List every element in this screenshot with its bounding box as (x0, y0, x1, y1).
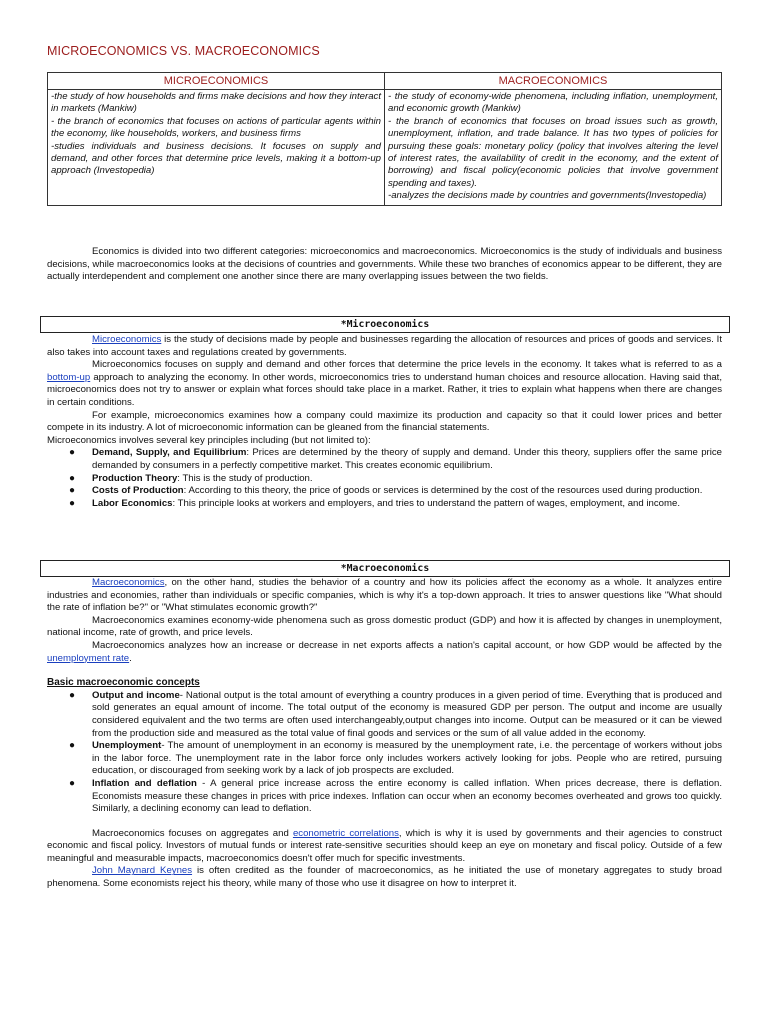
principle-text: : This is the study of production. (177, 472, 313, 484)
list-item (47, 690, 722, 740)
concepts-heading: Basic macroeconomic concepts (47, 677, 200, 689)
list-item (47, 473, 722, 486)
comparison-table (47, 72, 722, 206)
macro-definition: - the branch of economics that focuses on broad issues such as growth, unemployment, inflation, and trade balance. It has two types of policies for pursuing these goals: monetary policy (policy that involves altering the level of interest rates, the availability of credit in the economy, and the extent of borrowing) and fiscal policy(economic policies that involve government spending and taxes). (388, 115, 718, 189)
principle-term: Production Theory (92, 472, 178, 484)
concept-text: - The amount of unemployment in an economy is measured by the unemployment rate, i.e. the percentage of workers without jobs in the labor force. The unemployment rate in the labor force only includes workers actively looking for jobs. People who are retired, pursuing education, or discouraged from seeking work by a lack of job prospects are excluded. (92, 740, 722, 777)
micro-paragraph-4: Microeconomics involves several key principles including (but not limited to): (47, 434, 371, 446)
principle-term: Labor Economics (92, 497, 173, 509)
principle-text: : Prices are determined by the theory of supply and demand. Under this theory, suppliers offer the same price demanded by consumers in a perfectly competitive market. This creates economic equilibrium. (92, 447, 722, 471)
econometric-correlations-link[interactable]: econometric correlations (292, 827, 399, 839)
john-maynard-keynes-link[interactable]: John Maynard Keynes (92, 865, 193, 877)
micro-paragraph-3: For example, microeconomics examines how a company could maximize its production and capacity so that it could lower prices and better compete in its industry. A lot of microeconomic information can be gleaned from the financial statements. (47, 409, 722, 434)
concept-term: Unemployment (92, 740, 162, 752)
macro-paragraph-5 (47, 865, 722, 890)
bullet-icon: ● (69, 472, 76, 484)
micro-section-heading: *Microeconomics (40, 316, 730, 333)
macro-p4-text-b: , which is why it is used by governments and their agencies to construct economic and fiscal policy. Investors of mutual funds or interest rate-sensitive securities should keep an eye on monetary and fiscal policy. Outside of a few meaningful and measurable impacts, macroeconomics doesn't offer much for specific investments. (47, 827, 722, 864)
spacer (47, 665, 722, 677)
bullet-icon: ● (69, 497, 76, 509)
bottom-up-link[interactable]: bottom-up (47, 371, 91, 383)
principle-term: Costs of Production (92, 485, 184, 497)
micro-definitions-cell (48, 90, 385, 206)
principle-term: Demand, Supply, and Equilibrium (92, 447, 247, 459)
macro-definition: - the study of economy-wide phenomena, including inflation, unemployment, and economic growth (Mankiw) (388, 91, 718, 115)
micro-column-header: MICROECONOMICS (48, 73, 385, 90)
macro-paragraph-3 (47, 640, 722, 665)
micro-p2-text-a: Microeconomics focuses on supply and demand and other forces that determine the price levels in the economy. It takes what is referred to as a (92, 359, 722, 371)
table-header-row (48, 73, 722, 90)
macro-section-heading: *Macroeconomics (40, 560, 730, 577)
macro-p3-text-b: . (129, 652, 132, 664)
micro-principles-list (47, 447, 722, 510)
macro-p5-text: is often credited as the founder of macroeconomics, as he initiated the use of monetary aggregates to study broad phenomena. Some economists reject his theory, while many of those who use it disagree on how to interpret it. (47, 865, 722, 890)
macro-definitions-cell (385, 90, 722, 206)
macro-paragraph-1 (47, 577, 722, 615)
concept-text: - A general price increase across the entire economy is called inflation. When prices decrease, there is deflation. Economists measure these changes in prices with price indexes. Inflation can occur when an economy becomes overheated and grows too quickly. Similarly, a declining economy can lead to deflation. (92, 777, 722, 815)
micro-definition: - the branch of economics that focuses on actions of particular agents within the economy, like households, workers, and business firms (51, 115, 381, 140)
macro-paragraph-4 (47, 828, 722, 866)
list-item (47, 485, 722, 498)
micro-definition: -studies individuals and business decisions. It focuses on supply and demand, and other forces that determine price levels, making it a bottom-up approach (Investopedia) (51, 140, 381, 177)
concept-term: Inflation and deflation (92, 777, 197, 789)
macro-concepts-list (47, 690, 722, 816)
macro-p4-text-a: Macroeconomics focuses on aggregates and (92, 827, 293, 839)
intro-paragraph: Economics is divided into two different categories: microeconomics and macroeconomics. Microeconomics is the study of individuals and business decisions, while macroeconomics looks at the decisions of countries and governments. While these two branches of economics appear to be different, they are actually interdependent and complement one another since there are many overlapping issues between the two fields. (47, 246, 722, 283)
bullet-icon: ● (69, 777, 76, 789)
bullet-icon: ● (69, 485, 76, 497)
document-title: MICROECONOMICS VS. MACROECONOMICS (47, 44, 320, 58)
micro-p1-text: is the study of decisions made by people and businesses regarding the allocation of resources and prices of goods and services. It also takes into account taxes and regulations created by governments. (47, 334, 722, 358)
bullet-icon: ● (69, 740, 76, 752)
micro-paragraph-2 (47, 359, 722, 409)
micro-definition: -the study of how households and firms make decisions and how they interact in markets (Mankiw) (51, 91, 381, 115)
intro-section (47, 246, 722, 284)
list-item (47, 778, 722, 816)
macro-p1-text: , on the other hand, studies the behavior of a country and how its policies affect the economy as a whole. It analyzes entire industries and economies, rather than individuals or specific companies, which is why it's a top-down approach. It tries to answer questions like "What should the rate of inflation be?" or "What stimulates economic growth?" (47, 577, 722, 614)
micro-p2-text-b: approach to analyzing the economy. In other words, microeconomics tries to understand human choices and resource allocation. Having said that, microeconomics does not try to answer or explain what forces should take place in a market. Rather, it tries to explain what happens when there are changes in certain conditions. (47, 371, 722, 408)
macro-section-body (47, 577, 722, 891)
list-item (47, 498, 722, 511)
macroeconomics-link[interactable]: Macroeconomics (92, 577, 165, 588)
micro-paragraph-1 (47, 334, 722, 359)
list-item (47, 740, 722, 778)
concept-text: - National output is the total amount of everything a country produces in a given period of time. Everything that is produced and sold generates an equal amount of income. The total output of the economy is measured GDP per person. The output and income are usually considered equivalent and the two terms are often used interchangeably,output changes into income. Output can be measured or it can be viewed from the production side and measured as the total value of final goods and services or the sum of all value added in the economy. (92, 689, 722, 739)
bullet-icon: ● (69, 689, 76, 701)
unemployment-rate-link[interactable]: unemployment rate (47, 652, 130, 664)
microeconomics-link[interactable]: Microeconomics (92, 334, 162, 345)
macro-paragraph-2: Macroeconomics examines economy-wide phenomena such as gross domestic product (GDP) and how it is affected by changes in unemployment, national income, rate of growth, and price levels. (47, 614, 722, 639)
macro-definition: -analyzes the decisions made by countries and governments(Investopedia) (388, 190, 707, 202)
table-row (48, 90, 722, 206)
spacer (47, 816, 722, 828)
micro-section-body (47, 334, 722, 510)
macro-p3-text-a: Macroeconomics analyzes how an increase or decrease in net exports affects a nation's capital account, or how GDP would be affected by the (92, 639, 722, 651)
macro-column-header: MACROECONOMICS (385, 73, 722, 90)
principle-text: : This principle looks at workers and employers, and tries to understand the pattern of wages, employment, and income. (172, 497, 680, 509)
bullet-icon: ● (69, 447, 76, 459)
principle-text: : According to this theory, the price of goods or services is determined by the cost of the resources used during production. (183, 485, 703, 497)
list-item (47, 447, 722, 472)
concept-term: Output and income (92, 689, 180, 701)
